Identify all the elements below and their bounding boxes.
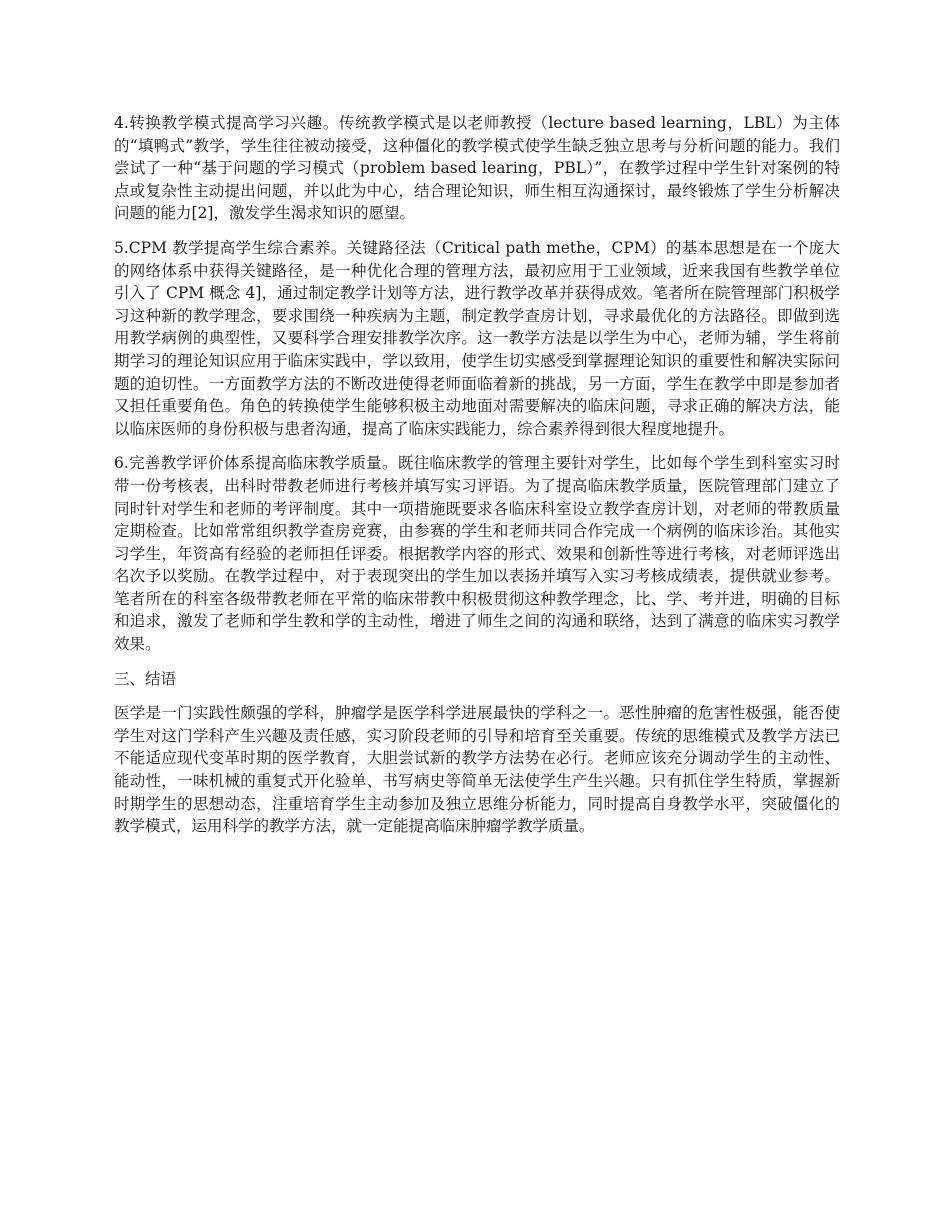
paragraph-cpm-teaching: 5.CPM 教学提高学生综合素养。关键路径法（Critical path methe，CPM）的基本思想是在一个庞大的网络体系中获得关键路径，是一种优化合理的管理方法，最初应用于工业领域，近来我国有些教学单位引入了 CPM 概念 4]，通过制定教学计划等方法，进行教学改革并获得成效。笔者所在院管理部门积极学习这种新的教学理念，要求围绕一种疾病为主题，制定教学查房计划，寻求最优化的方法路径。即做到选用教学病例的典型性，又要科学合理安排教学次序。这一教学方法是以学生为中心，老师为辅，学生将前期学习的理论知识应用于临床实践中，学以致用，使学生切实感受到掌握理论知识的重要性和解决实际问题的迫切性。一方面教学方法的不断改进使得老师面临着新的挑战，另一方面，学生在教学中即是参加者又担任重要角色。角色的转换使学生能够积极主动地面对需要解决的临床问题，寻求正确的解决方法，能以临床医师的身份积极与患者沟通，提高了临床实践能力，综合素养得到很大程度地提升。: [114, 238, 840, 438]
paragraph-conclusion: 医学是一门实践性颇强的学科，肿瘤学是医学科学进展最快的学科之一。恶性肿瘤的危害性极强，能否使学生对这门学科产生兴趣及责任感，实习阶段老师的引导和培育至关重要。传统的思维模式及教学方法已不能适应现代变革时期的医学教育，大胆尝试新的教学方法势在必行。老师应该充分调动学生的主动性、能动性，一味机械的重复式开化验单、书写病史等简单无法使学生产生兴趣。只有抓住学生特质，掌握新时期学生的思想动态，注重培育学生主动参加及独立思维分析能力，同时提高自身教学水平，突破僵化的教学模式，运用科学的教学方法，就一定能提高临床肿瘤学教学质量。: [114, 704, 840, 836]
paragraph-evaluation-system: 6.完善教学评价体系提高临床教学质量。既往临床教学的管理主要针对学生，比如每个学生到科室实习时带一份考核表，出科时带教老师进行考核并填写实习评语。为了提高临床教学质量，医院管理部门建立了同时针对学生和老师的考评制度。其中一项措施既要求各临床科室设立教学查房计划，对老师的带教质量定期检查。比如常常组织教学查房竞赛，由参赛的学生和老师共同合作完成一个病例的临床诊治。其他实习学生，年资高有经验的老师担任评委。根据教学内容的形式、效果和创新性等进行考核，对老师评选出名次予以奖励。在教学过程中，对于表现突出的学生加以表扬并填写入实习考核成绩表，提供就业参考。笔者所在的科室各级带教老师在平常的临床带教中积极贯彻这种教学理念，比、学、考并进，明确的目标和追求，激发了老师和学生教和学的主动性，增进了师生之间的沟通和联络，达到了满意的临床实习教学效果。: [114, 454, 840, 654]
section-heading-conclusion: 三、结语: [114, 669, 177, 688]
document-page: [114, 112, 840, 850]
paragraph-teaching-mode: 4.转换教学模式提高学习兴趣。传统教学模式是以老师教授（lecture based learning，LBL）为主体的“填鸭式”教学，学生往往被动接受，这种僵化的教学模式使学生缺乏独立思考与分析问题的能力。我们尝试了一种“基于问题的学习模式（problem based learing，PBL）”，在教学过程中学生针对案例的特点或复杂性主动提出问题，并以此为中心，结合理论知识，师生相互沟通探讨，最终锻炼了学生分析解决问题的能力[2]，激发学生渴求知识的愿望。: [114, 114, 840, 223]
